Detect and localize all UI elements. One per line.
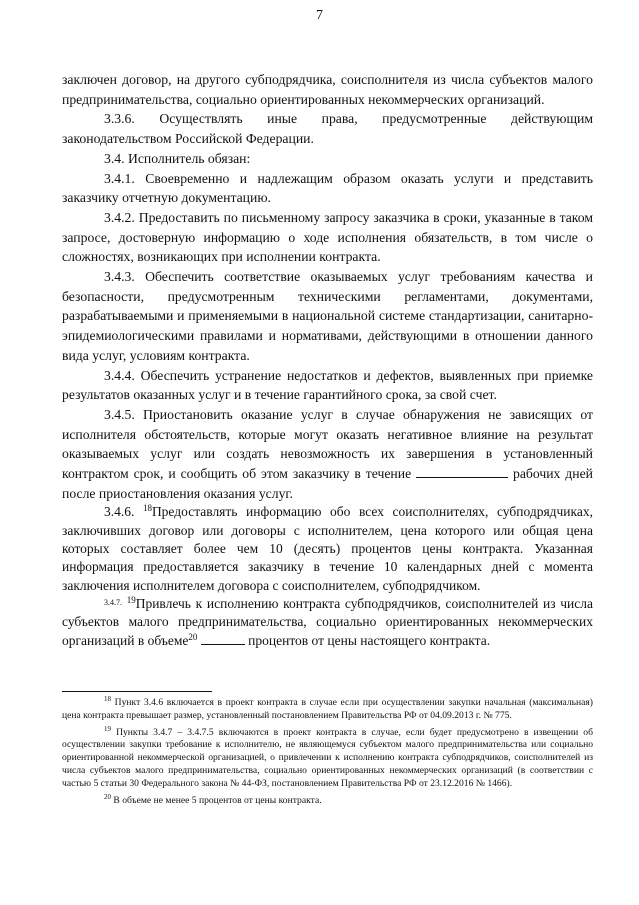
- footnotes: [62, 697, 593, 811]
- volume-blank: [201, 632, 245, 645]
- paragraph-3-4-5: [62, 405, 593, 504]
- paragraph-3-4-6: [62, 503, 593, 594]
- paragraph-3-3-6: 3.3.6. Осуществлять иные права, предусмотренные действующим законодательством Российской Федерации.: [62, 111, 593, 147]
- paragraph-3-4-6-number: 3.4.6.: [104, 504, 135, 520]
- paragraph-3-4: 3.4. Исполнитель обязан:: [104, 150, 251, 166]
- paragraph-3-4-3: 3.4.3. Обеспечить соответствие оказываемых услуг требованиям качества и безопасности, предусмотренным техническими регламентами, документами, разрабатываемыми и применяемыми в национальной системе стандартизации, санитарно-эпидемиологическими правилами и нормативами, действующими в отношении данного вида услуг, условиям контракта.: [62, 269, 593, 363]
- footnote-ref-18[interactable]: 18: [142, 503, 152, 514]
- footnote-19-ref: 19: [104, 724, 111, 733]
- paragraph-3-4-5-text: 3.4.5. Приостановить оказание услуг в случае обнаружения не зависящих от исполнителя обстоятельств, которые могут оказать негативное влияние на результат оказываемых услуг или создать невозможность их завершения в установленный контрактом срок, и сообщить об этом заказчику в течение: [62, 406, 593, 482]
- paragraph-3-4-7-number: 3.4.7.: [104, 597, 122, 607]
- footnote-ref-19[interactable]: 19: [126, 594, 136, 605]
- footnote-separator: [62, 691, 212, 692]
- paragraph-3-4-7-end: процентов от цены настоящего контракта.: [248, 632, 491, 648]
- paragraph-3-4-7: [62, 595, 593, 650]
- paragraph-3-4-7-text: Привлечь к исполнению контракта субподрядчиков, соисполнителей из числа субъектов малого предпринимательства, социально ориентированных некоммерческих организаций в объеме: [62, 595, 593, 648]
- footnote-19: [62, 724, 593, 791]
- days-blank: [416, 465, 508, 478]
- paragraph-3-4-5-end: рабочих дней после приостановления оказания услуг.: [62, 466, 593, 501]
- paragraph-3-4-1: 3.4.1. Своевременно и надлежащим образом оказать услуги и представить заказчику отчетную документацию.: [62, 170, 593, 206]
- page-number: 7: [316, 8, 323, 23]
- paragraph-3-4-4: 3.4.4. Обеспечить устранение недостатков и дефектов, выявленных при приемке результатов оказанных услуг и в течение гарантийного срока, за свой счет.: [62, 367, 593, 403]
- paragraph-3-4-2: 3.4.2. Предоставить по письменному запросу заказчика в сроки, указанные в таком запросе, достоверную информацию о ходе исполнения обязательств, в том числе о сложностях, возникающих при исполнении контракта.: [62, 209, 593, 265]
- footnote-ref-20[interactable]: 20: [188, 631, 198, 642]
- contract-body: [62, 70, 593, 650]
- footnote-18-ref: 18: [104, 695, 111, 703]
- footnote-18-text: Пункт 3.4.6 включается в проект контракта в случае если при осуществлении закупки начальная (максимальная) цена контракта превышает размер, установленный постановлением Правительства РФ от 04.09.2013 г. № 775.: [62, 697, 593, 721]
- paragraph-3-4-6-text: Предоставлять информацию обо всех соисполнителях, субподрядчиках, заключивших договор или договоры с исполнителем, цена которого или общая цена которых составляет более чем 10 (десять) процентов цены контракта. Указанная информация предоставляется заказчику в течение 10 календарных дней с момента заключения исполнителем договора с соисполнителем, субподрядчиком.: [62, 504, 594, 593]
- footnote-19-text: Пункты 3.4.7 – 3.4.7.5 включаются в проект контракта в случае, если будет предусмотрено в извещении об осуществлении закупки требование к исполнителю, не являющемуся субъектом малого предпринимательства или социально ориентированной некоммерческой организацией, о привлечении к исполнению контракта субподрядчиков, соисполнителей из числа субъектов малого предпринимательства, социально ориентированных некоммерческих организаций (в соответствии с частью 5 статьи 30 Федерального закона № 44-ФЗ, постановлением Правительства РФ от 23.12.2016 № 1466).: [62, 726, 593, 789]
- footnote-20-text: В объеме не менее 5 процентов от цены контракта.: [113, 794, 322, 806]
- paragraph-continuation: заключен договор, на другого субподрядчика, соисполнителя из числа субъектов малого предпринимательства, социально ориентированных некоммерческих организаций.: [62, 72, 593, 107]
- footnote-18: [62, 697, 593, 723]
- footnote-20: [62, 792, 593, 808]
- footnote-20-ref: 20: [104, 792, 111, 801]
